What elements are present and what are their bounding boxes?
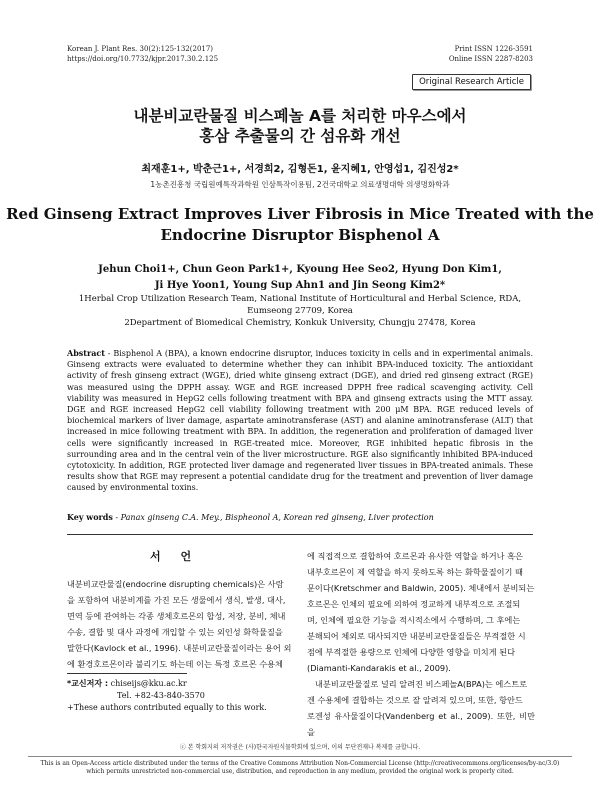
abstract-text: - Bisphenol A (BPA), a known endocrine disruptor, induces toxicity in cells and in experimental animals. Ginseng extracts were evaluated to determine whether they can inhibit BPA-induced toxicity. The antioxidant activity of fresh ginseng extract (WGE), dried white ginseng extract (DGE), and dried red ginseng extract (RGE) was measured using the DPPH assay. WGE and RGE increased DPPH free radical scavenging activity. Cell viability was measured in HepG2 cells following treatment with BPA and ginseng extracts using the MTT assay. DGE and RGE increased HepG2 cell viability following treatment with 200 μM BPA. RGE reduced levels of biochemical markers of liver damage, aspartate aminotransferase (AST) and alanine aminotransferase (ALT) that increased in mice following treatment with BPA. In addition, the regeneration and proliferation of damaged liver cells were significantly increased in RGE-treated mice. Moreover, RGE inhibited hepatic fibrosis in the surrounding area and in the central vein of the liver microstructure. RGE also significantly inhibited BPA-induced cytotoxicity. In addition, RGE protected liver damage and regenerated liver tissues in BPA-treated animals. These results show that RGE may represent a potential candidate drug for the treatment and prevention of liver damage caused by environmental toxins. — [67, 349, 533, 493]
english-title-line1: Red Ginseng Extract Improves Liver Fibrosis in Mice Treated with the — [6, 205, 594, 223]
bottom-rule — [28, 756, 572, 757]
print-issn: Print ISSN 1226-3591 — [454, 45, 533, 53]
left-line: 을 포함하여 내분비계를 가진 모든 생물에서 생식, 발생, 대사, — [67, 595, 286, 605]
korean-authors: 최재훈1+, 박춘근1+, 서경희2, 김형돈1, 윤지혜1, 안영섭1, 김진성2* — [141, 164, 459, 175]
right-column — [307, 548, 535, 740]
english-authors-line1: Jehun Choi1+, Chun Geon Park1+, Kyoung Hee Seo2, Hyung Don Kim1, — [98, 264, 502, 275]
right-line: 에 직접적으로 결합하여 호르몬과 유사한 역할을 하거나 혹은 — [307, 551, 523, 561]
corresponding-tel: Tel. +82-43-840-3570 — [117, 691, 205, 700]
journal-ref: Korean J. Plant Res. 30(2):125-132(2017) — [67, 45, 214, 53]
right-line: 로겐성 유사물질이다(Vandenberg et al., 2009). 또한, 비만을 — [307, 711, 535, 737]
korean-title-line1: 내분비교란물질 비스페놀 A를 처리한 마우스에서 — [133, 107, 467, 125]
equal-contribution-note: +These authors contributed equally to this work. — [67, 703, 267, 712]
english-title — [0, 204, 600, 246]
issn-block — [449, 44, 533, 64]
right-line: 내분비교란물질로 널리 알려진 비스페놀A(BPA)는 에스트로 — [315, 679, 528, 689]
left-line: 수송, 결합 및 대사 과정에 개입할 수 있는 외인성 화학물질을 — [67, 627, 283, 637]
english-title-line2: Endocrine Disruptor Bisphenol A — [160, 226, 440, 244]
left-line: 에 환경호르몬이라 불리기도 하는데 이는 특정 호르몬 수용체 — [67, 659, 283, 669]
corresponding-label: *교신저자 : — [67, 679, 109, 688]
keywords-label: Key words — [67, 512, 113, 522]
left-line: 내분비교란물질(endocrine disrupting chemicals)은 사람 — [67, 579, 284, 589]
right-line: 점에 부적절한 용량으로 인체에 다양한 영향을 미치게 된다 — [307, 647, 516, 657]
english-authors-line2: Ji Hye Yoon1, Young Sup Ahn1 and Jin Seong Kim2* — [154, 280, 446, 291]
copyright-note: ⓒ 본 학회지의 저작권은 (사)한국자원식물학회에 있으며, 이의 무단전재나 복제를 금합니다. — [179, 744, 421, 751]
online-issn: Online ISSN 2287-8203 — [448, 55, 533, 63]
left-line: 면역 등에 관여하는 각종 생체호르몬의 합성, 저장, 분비, 체내 — [67, 611, 286, 621]
license-line2: which permits unrestricted non-commercial use, distribution, and reproduction in any medium, provided the original work is properly cited. — [86, 768, 514, 775]
affiliation-1-line1: 1Herbal Crop Utilization Research Team, National Institute of Horticultural and Herbal Science, RDA, — [78, 294, 522, 304]
left-line: 말한다(Kavlock et al., 1996). 내분비교란물질이라는 용어 외 — [67, 643, 292, 653]
right-line: 호르몬은 인체의 필요에 의하여 정교하게 내부적으로 조절되 — [307, 599, 521, 609]
keywords-text: - Panax ginseng C.A. Mey., Bispheonol A, Korean red ginseng, Liver protection — [112, 513, 434, 522]
license-note — [0, 760, 600, 776]
right-line: 분해되어 체외로 대사되지만 내분비교란물질들은 부적절한 시 — [307, 631, 526, 641]
right-line: 겐 수용체에 결합하는 것으로 잘 알려져 있으며, 또한, 항안드 — [307, 695, 523, 705]
korean-affiliation: 1농촌진흥청 국립원예특작과학원 인삼특작이용팀, 2건국대학교 의료생명대학 의생명화학과 — [150, 180, 450, 189]
divider — [67, 534, 533, 535]
right-line: 문이다(Kretschmer and Baldwin, 2005). 체내에서 분비되는 — [307, 583, 535, 593]
left-column — [67, 576, 295, 672]
journal-citation — [67, 44, 218, 64]
right-line: 며, 인체에 필요한 기능을 적시적소에서 수행하며, 그 후에는 — [307, 615, 521, 625]
section-heading: 서 언 — [150, 550, 200, 563]
english-authors — [0, 262, 600, 294]
abstract-label: Abstract — [67, 348, 105, 358]
corresponding-email[interactable]: chiseijs@kku.ac.kr — [108, 679, 187, 688]
article-type-badge: Original Research Article — [412, 74, 531, 90]
affiliation-1-line2: Eumseong 27709, Korea — [247, 306, 353, 316]
footnote — [67, 678, 267, 714]
footnote-rule — [67, 673, 187, 674]
affiliation-2: 2Department of Biomedical Chemistry, Konkuk University, Chungju 27478, Korea — [124, 318, 476, 328]
doi-link[interactable]: https://doi.org/10.7732/kjpr.2017.30.2.125 — [67, 55, 219, 63]
license-line1: This is an Open-Access article distributed under the terms of the Creative Commons Attribution Non-Commercial License (http://creativecommons.org/licenses/by-nc/3.0) — [40, 760, 560, 767]
korean-title — [0, 106, 600, 146]
korean-title-line2: 홍삼 추출물의 간 섬유화 개선 — [199, 127, 401, 145]
right-line: 내부호르몬이 제 역할을 하지 못하도록 하는 화학물질이기 때 — [307, 567, 523, 577]
abstract — [67, 348, 533, 494]
right-line: (Diamanti-Kandarakis et al., 2009). — [307, 663, 451, 673]
english-affiliations — [60, 293, 540, 329]
keywords — [67, 512, 533, 522]
